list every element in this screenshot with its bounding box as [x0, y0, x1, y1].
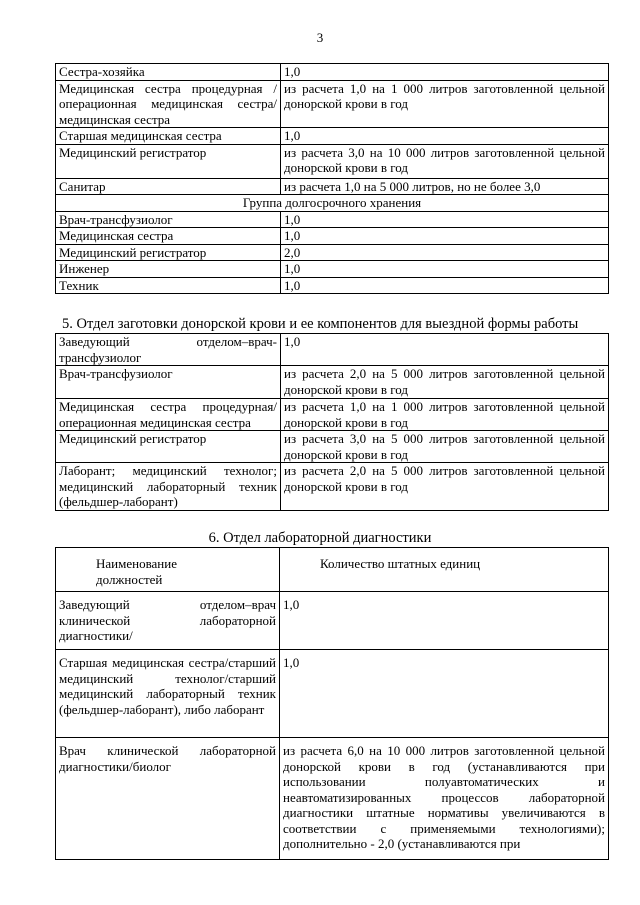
position-cell: Медицинская сестра	[56, 228, 281, 245]
section-6-title: 6. Отдел лабораторной диагностики	[208, 530, 432, 546]
position-cell: Старшая медицинская сестра	[56, 128, 281, 145]
table-row	[56, 334, 609, 366]
table-row	[56, 463, 609, 511]
table-row	[56, 277, 609, 294]
quantity-cell: из расчета 1,0 на 1 000 литров заготовленной цельной донорской крови в год	[281, 80, 609, 128]
group-header: Группа долгосрочного хранения	[56, 195, 609, 212]
quantity-cell: из расчета 2,0 на 5 000 литров заготовленной цельной донорской крови в год	[281, 366, 609, 399]
table-row	[56, 128, 609, 145]
quantity-cell: 1,0	[281, 261, 609, 278]
quantity-cell: 1,0	[281, 277, 609, 294]
position-cell: Старшая медицинская сестра/старший медицинский технолог/старший медицинский лабораторный техник (фельдшер-лаборант), либо лаборант	[56, 650, 280, 738]
table-row	[56, 211, 609, 228]
table-row	[56, 650, 609, 738]
position-cell: Сестра-хозяйка	[56, 64, 281, 81]
position-cell: Заведующий отделом–врач-трансфузиолог	[56, 334, 281, 366]
quantity-cell: 2,0	[281, 244, 609, 261]
quantity-cell: из расчета 1,0 на 5 000 литров, но не более 3,0	[281, 178, 609, 195]
table-row	[56, 366, 609, 399]
table-row	[56, 64, 609, 81]
position-cell: Врач клинической лабораторной диагностики/биолог	[56, 738, 280, 860]
position-cell: Врач-трансфузиолог	[56, 211, 281, 228]
header-quantity: Количество штатных единиц	[280, 548, 609, 592]
position-cell: Заведующий отделом–врач клинической лабораторной диагностики/	[56, 592, 280, 650]
table-header-row	[56, 548, 609, 592]
position-cell: Медицинский регистратор	[56, 144, 281, 178]
quantity-cell: 1,0	[280, 650, 609, 738]
quantity-cell: из расчета 1,0 на 1 000 литров заготовленной цельной донорской крови в год	[281, 399, 609, 431]
section-5-title: 5. Отдел заготовки донорской крови и ее компонентов для выездной формы работы	[62, 316, 579, 332]
position-cell: Санитар	[56, 178, 281, 195]
quantity-cell: 1,0	[281, 128, 609, 145]
quantity-cell: 1,0	[280, 592, 609, 650]
table-row	[56, 261, 609, 278]
section-5-table	[55, 333, 609, 511]
quantity-cell: из расчета 3,0 на 10 000 литров заготовленной цельной донорской крови в год	[281, 144, 609, 178]
quantity-cell: 1,0	[281, 334, 609, 366]
table-row	[56, 244, 609, 261]
quantity-cell: из расчета 6,0 на 10 000 литров заготовленной цельной донорской крови в год (устанавливаются при использовании полуавтоматических и неавтоматизированных процессов лабораторной диагностики штатные нормативы увеличиваются в соответствии с применяемыми технологиями); дополнительно - 2,0 (устанавливаются при	[280, 738, 609, 860]
table-row	[56, 431, 609, 463]
table-row	[56, 144, 609, 178]
position-cell: Медицинская сестра процедурная /операционная медицинская сестра/ медицинская сестра	[56, 80, 281, 128]
page-number: 3	[316, 30, 324, 45]
position-cell: Техник	[56, 277, 281, 294]
table-row	[56, 738, 609, 860]
position-cell: Инженер	[56, 261, 281, 278]
quantity-cell: из расчета 2,0 на 5 000 литров заготовленной цельной донорской крови в год	[281, 463, 609, 511]
table-row	[56, 228, 609, 245]
quantity-cell: из расчета 3,0 на 5 000 литров заготовленной цельной донорской крови в год	[281, 431, 609, 463]
position-cell: Медицинский регистратор	[56, 431, 281, 463]
staffing-table-continued	[55, 63, 609, 294]
quantity-cell: 1,0	[281, 64, 609, 81]
position-cell: Лаборант; медицинский технолог; медицинский лабораторный техник (фельдшер-лаборант)	[56, 463, 281, 511]
table-row	[56, 592, 609, 650]
position-cell: Медицинский регистратор	[56, 244, 281, 261]
table-row	[56, 399, 609, 431]
quantity-cell: 1,0	[281, 228, 609, 245]
position-cell: Врач-трансфузиолог	[56, 366, 281, 399]
position-cell: Медицинская сестра процедурная/ операционная медицинская сестра	[56, 399, 281, 431]
table-row	[56, 80, 609, 128]
quantity-cell: 1,0	[281, 211, 609, 228]
group-header-row	[56, 195, 609, 212]
section-6-table	[55, 547, 609, 860]
header-position: Наименование должностей	[56, 548, 280, 592]
table-row	[56, 178, 609, 195]
